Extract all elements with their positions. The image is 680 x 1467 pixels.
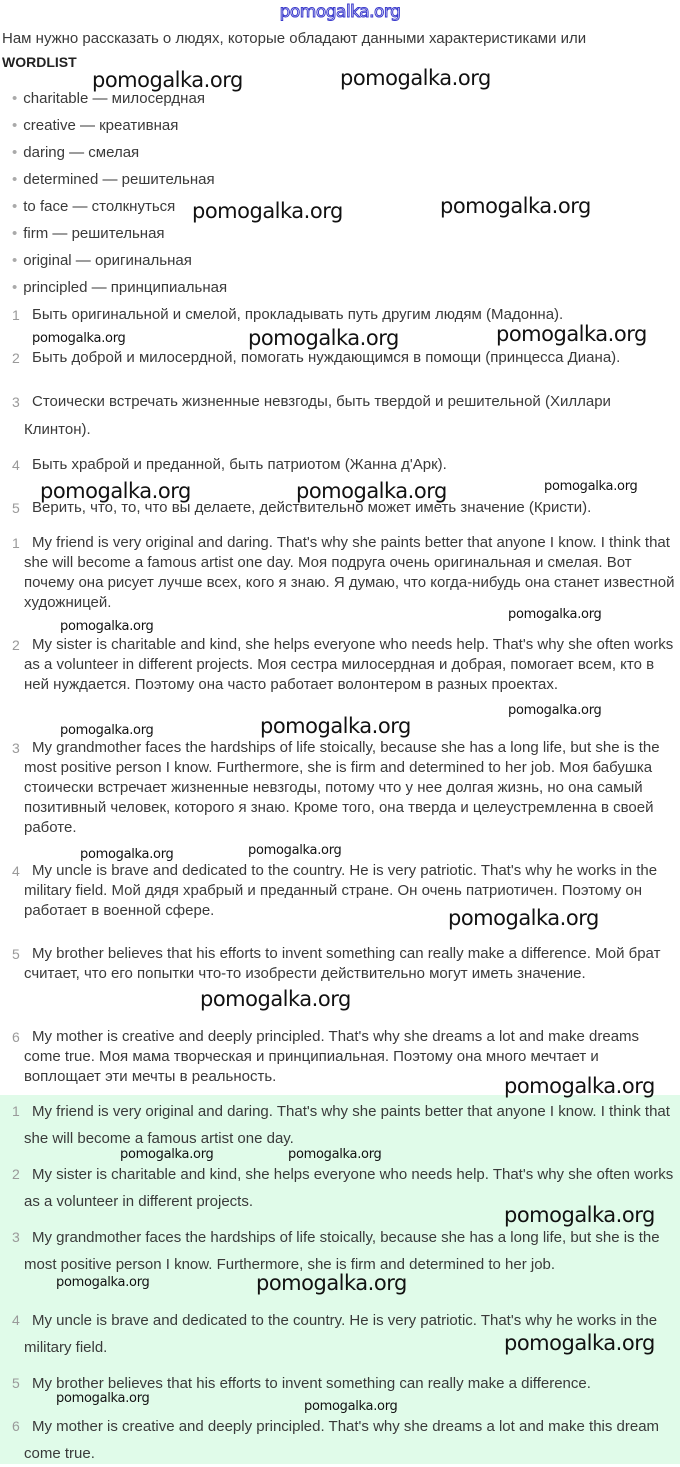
watermark: pomogalka.org [504,1331,655,1355]
wordlist-item-text: firm — решительная [23,225,165,242]
item-text: My mother is creative and deeply principled. That's why she dreams a lot and make this dream come true. [24,1418,660,1462]
watermark: pomogalka.org [508,703,602,718]
wordlist-item [12,225,165,242]
item-text: My friend is very original and daring. That's why she paints better that anyone I know. I think that she will become a famous artist one day. [24,1103,670,1147]
item-number: 4 [12,457,20,473]
numbered-item [12,388,676,444]
numbered-item [12,738,676,838]
watermark: pomogalka.org [504,1074,655,1098]
item-text: My brother believes that his efforts to invent something can really make a difference. Мой брат считает, что его попытки что-то изобрести действительно могут иметь значение. [24,945,661,982]
watermark: pomogalka.org [544,479,638,494]
watermark: pomogalka.org [248,326,399,350]
item-number: 3 [12,394,20,410]
wordlist-item-text: daring — смелая [23,144,140,161]
wordlist-heading: WORDLIST [2,54,77,70]
bullet-icon: • [12,90,18,107]
watermark: pomogalka.org [120,1147,214,1162]
wordlist-item-text: charitable — милосердная [23,90,205,107]
watermark: pomogalka.org [56,1391,150,1406]
header-watermark: pomogalka.org [279,2,401,22]
numbered-item [12,635,676,695]
wordlist-item [12,144,139,161]
wordlist-item [12,198,175,215]
item-text: My brother believes that his efforts to invent something can really make a difference. [32,1375,591,1392]
item-number: 2 [12,350,20,366]
numbered-item [12,1224,676,1278]
wordlist-item-text: creative — креативная [23,117,179,134]
item-text: My friend is very original and daring. That's why she paints better that anyone I know. I think that she will become a famous artist one day. Моя подруга очень оригинальная и смелая. Вот почему она рисует лучше всех, кого я знаю. Я думаю, что когда-нибудь она станет известной художницей. [24,534,675,611]
watermark: pomogalka.org [40,479,191,503]
item-number: 5 [12,500,20,516]
wordlist-item-text: determined — решительная [23,171,215,188]
watermark: pomogalka.org [448,906,599,930]
intro-text: Нам нужно рассказать о людях, которые обладают данными характеристиками или [2,30,587,47]
watermark: pomogalka.org [496,322,647,346]
wordlist-item [12,90,205,107]
item-number: 4 [12,1312,20,1328]
item-number: 3 [12,1229,20,1245]
item-text: My grandmother faces the hardships of life stoically, because she has a long life, but she is the most positive person I know. Furthermore, she is firm and determined to her job. [24,1229,660,1273]
watermark: pomogalka.org [192,199,343,223]
bullet-icon: • [12,279,18,296]
watermark: pomogalka.org [296,479,447,503]
numbered-item [12,451,676,479]
bullet-icon: • [12,198,18,215]
watermark: pomogalka.org [256,1271,407,1295]
bullet-icon: • [12,144,18,161]
numbered-item [12,1413,676,1467]
item-number: 5 [12,1375,20,1391]
wordlist-item-text: original — оригинальная [23,252,192,269]
item-text: My uncle is brave and dedicated to the country. He is very patriotic. That's why he works in the military field. [24,1312,658,1356]
watermark: pomogalka.org [248,843,342,858]
item-number: 1 [12,307,20,323]
item-number: 6 [12,1029,20,1045]
bullet-icon: • [12,225,18,242]
item-text: My mother is creative and deeply principled. That's why she dreams a lot and make dreams come true. Моя мама творческая и принципиальная. Поэтому она много мечтает и воплощает эти мечты в реальность. [24,1028,640,1085]
wordlist-item-text: to face — столкнуться [23,198,176,215]
watermark: pomogalka.org [60,619,154,634]
numbered-item [12,944,676,984]
watermark: pomogalka.org [504,1203,655,1227]
wordlist-item [12,117,178,134]
watermark: pomogalka.org [288,1147,382,1162]
watermark: pomogalka.org [92,68,243,92]
watermark: pomogalka.org [80,847,174,862]
item-number: 3 [12,740,20,756]
item-number: 1 [12,535,20,551]
item-number: 6 [12,1418,20,1434]
bullet-icon: • [12,117,18,134]
item-text: Стоически встречать жизненные невзгоды, быть твердой и решительной (Хиллари Клинтон). [24,393,611,438]
numbered-item [12,533,676,613]
bullet-icon: • [12,252,18,269]
item-text: My sister is charitable and kind, she helps everyone who needs help. That's why she often works as a volunteer in different projects. [24,1166,674,1210]
item-text: Быть оригинальной и смелой, прокладывать путь другим людям (Мадонна). [32,306,564,323]
item-text: My sister is charitable and kind, she helps everyone who needs help. That's why she often works as a volunteer in different projects. Моя сестра милосердная и добрая, помогает всем, кто в ней нуждается. Поэтому она часто работает волонтером в разных проектах. [24,636,674,693]
wordlist-item-text: principled — принципиальная [23,279,228,296]
watermark: pomogalka.org [340,66,491,90]
wordlist-item [12,252,192,269]
wordlist-item [12,279,227,296]
bullet-icon: • [12,171,18,188]
numbered-item [12,1098,676,1152]
item-text: My grandmother faces the hardships of life stoically, because she has a long life, but she is the most positive person I know. Furthermore, she is firm and determined to her job. Моя бабушка стоически встречает жизненные невзгоды, потому что у нее долгая жизнь, но она самый позитивный человек, которого я знаю. Кроме того, она тверда и целеустремленна в своей работе. [24,739,660,836]
watermark: pomogalka.org [200,987,351,1011]
watermark: pomogalka.org [60,723,154,738]
item-text: Быть храброй и преданной, быть патриотом (Жанна д'Арк). [32,456,447,473]
watermark: pomogalka.org [508,607,602,622]
item-number: 4 [12,863,20,879]
watermark: pomogalka.org [32,331,126,346]
watermark: pomogalka.org [440,194,591,218]
watermark: pomogalka.org [260,714,411,738]
item-number: 2 [12,1166,20,1182]
item-number: 5 [12,946,20,962]
watermark: pomogalka.org [304,1399,398,1414]
item-text: My uncle is brave and dedicated to the country. He is very patriotic. That's why he works in the military field. Мой дядя храбрый и преданный стране. Он очень патриотичен. Поэтому он работает в военной сфере. [24,862,658,919]
item-text: Быть доброй и милосердной, помогать нуждающимся в помощи (принцесса Диана). [32,349,621,366]
item-text: Верить, что, то, что вы делаете, действительно может иметь значение (Кристи). [32,499,592,516]
item-number: 1 [12,1103,20,1119]
item-number: 2 [12,637,20,653]
watermark: pomogalka.org [56,1275,150,1290]
wordlist-item [12,171,215,188]
